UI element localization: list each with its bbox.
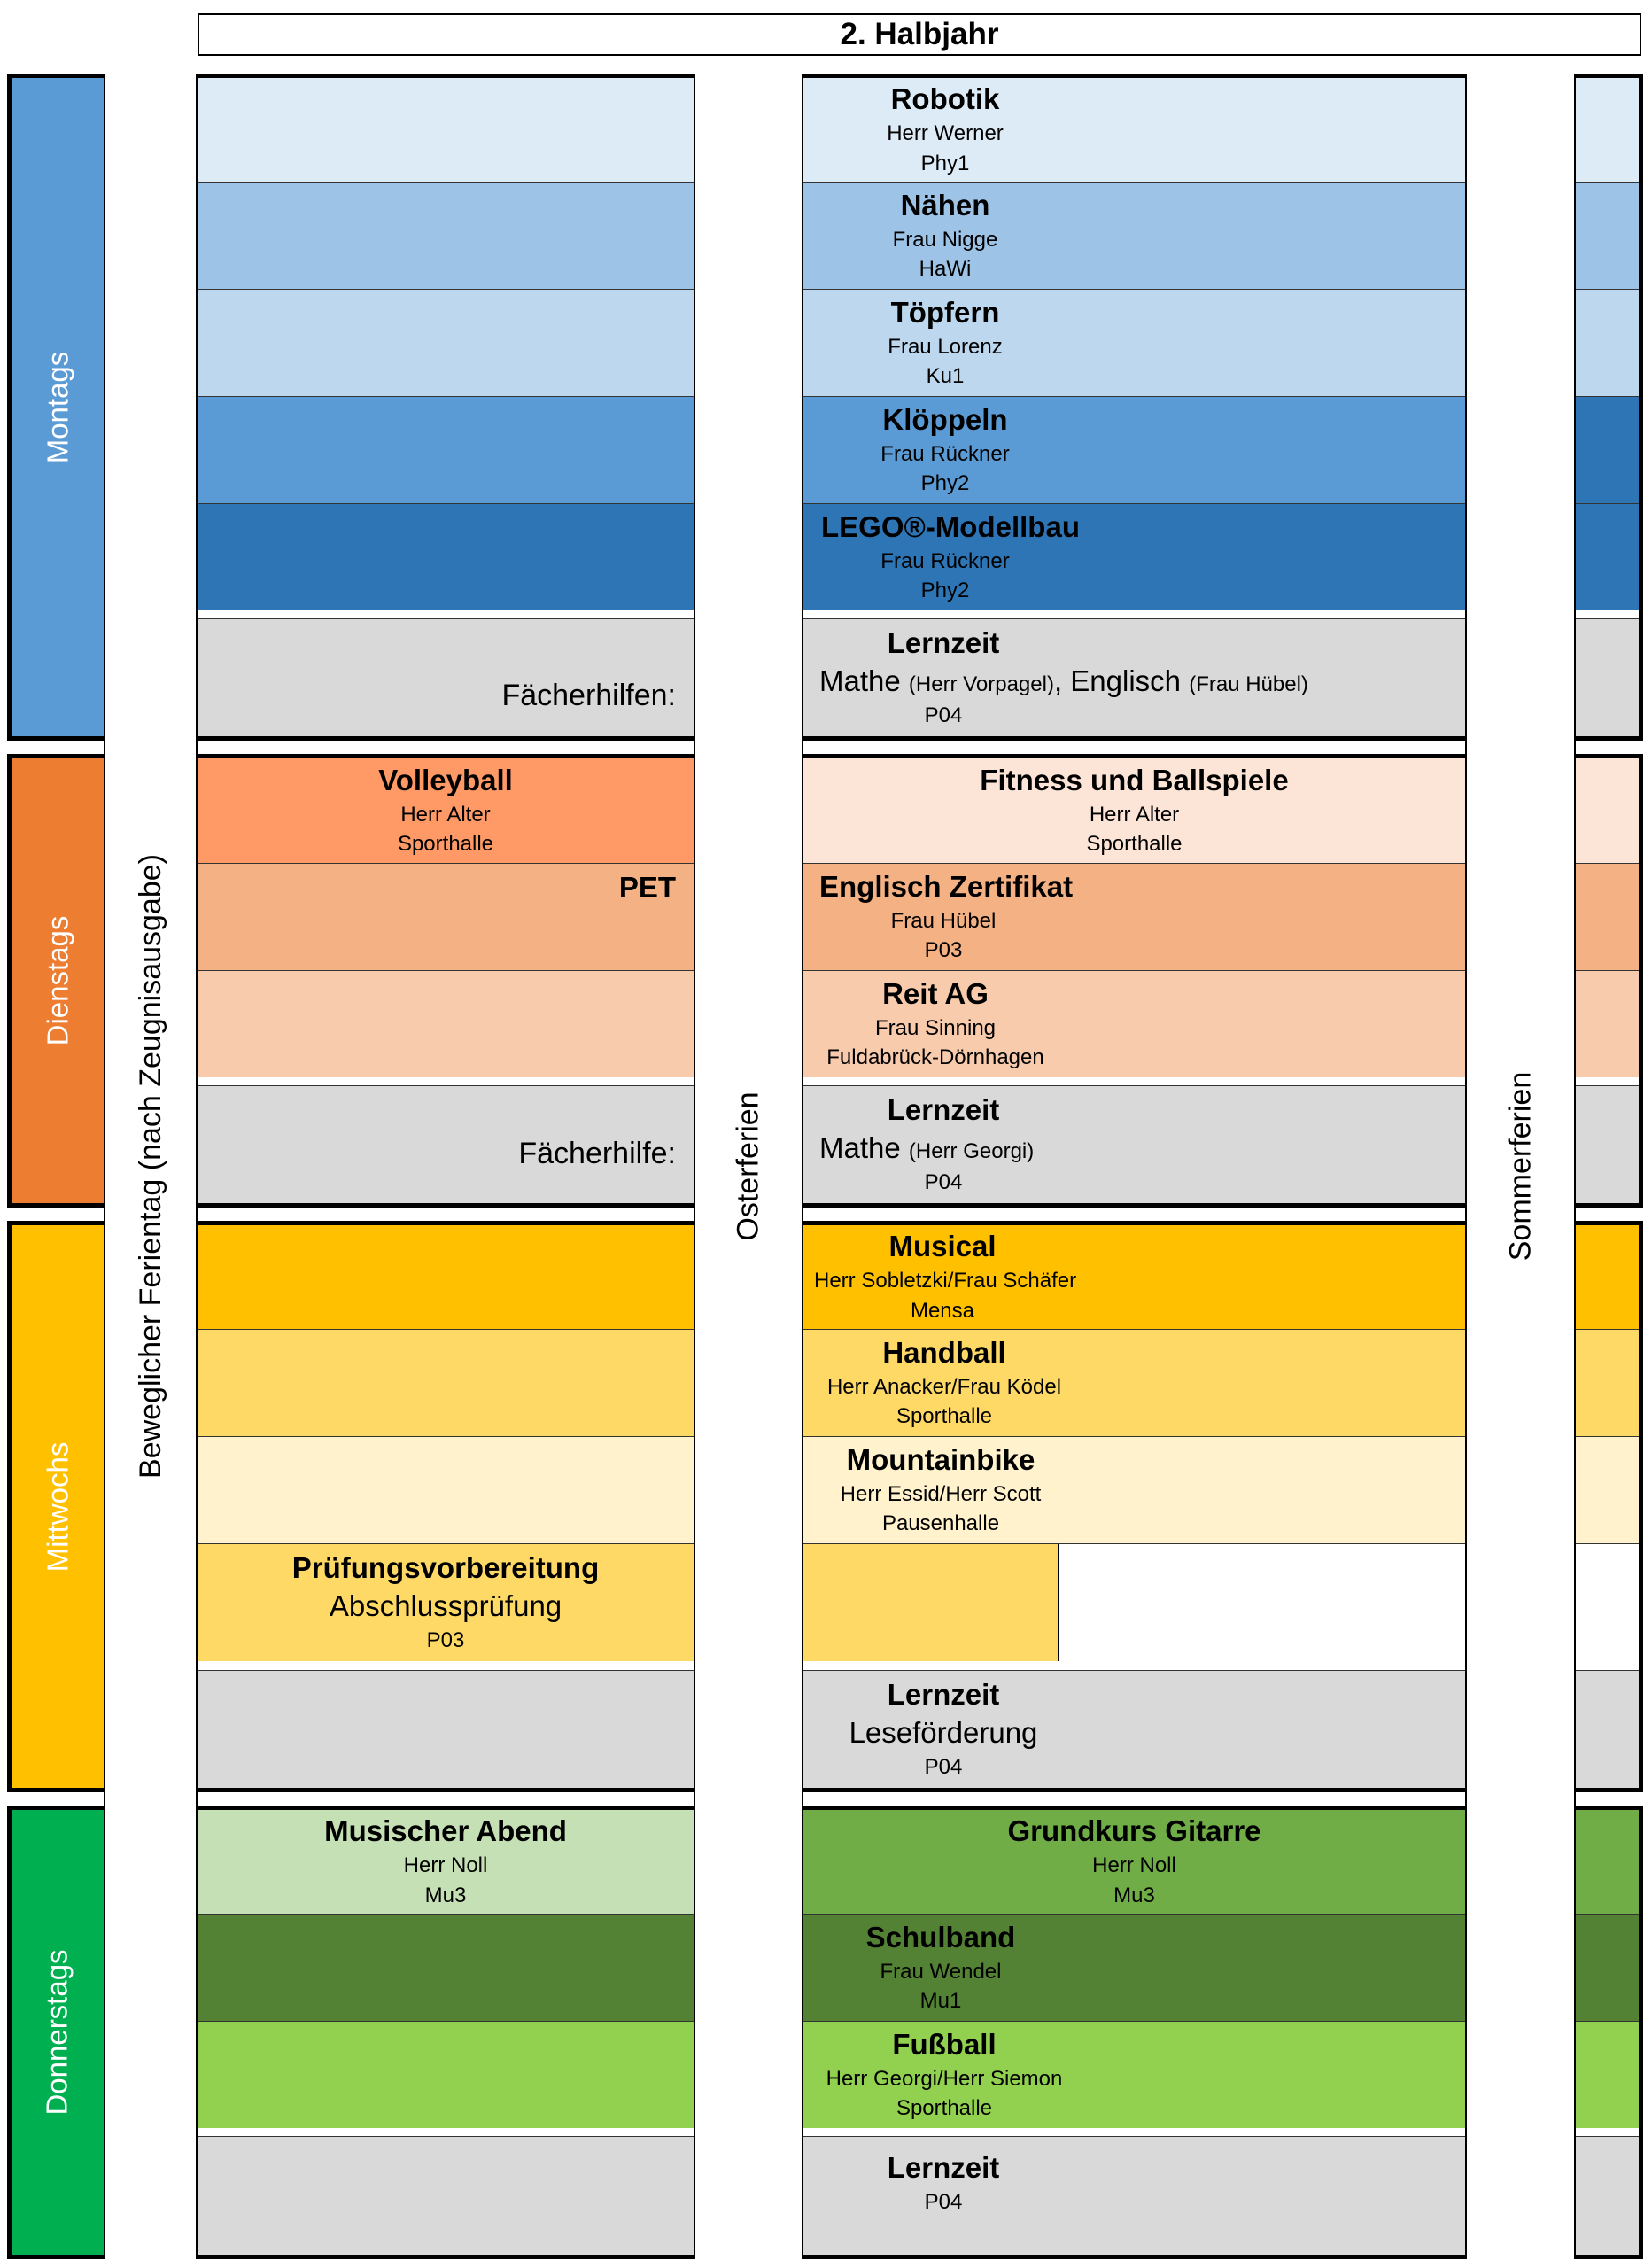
day-label-thursday: Donnerstags	[12, 1810, 104, 2255]
tue-fitness: Fitness und Ballspiele Herr Alter Sporthalle	[803, 758, 1465, 863]
wed-right-row3	[1576, 1436, 1639, 1543]
tue-left-row3	[198, 970, 694, 1077]
band-sommerferien: Sommerferien	[1465, 74, 1576, 2259]
wed-mountainbike: Mountainbike Herr Essid/Herr Scott Pausenhalle	[803, 1436, 1465, 1543]
thu-right-row3	[1576, 2021, 1639, 2128]
thu-grundkurs-gitarre: Grundkurs Gitarre Herr Noll Mu3	[803, 1810, 1465, 1914]
tue-volleyball: Volleyball Herr Alter Sporthalle	[198, 758, 694, 863]
mon-facherhilfen-label: Fächerhilfen:	[198, 618, 694, 736]
page-title: 2. Halbjahr	[198, 13, 1641, 56]
mon-left-row1	[198, 78, 694, 182]
mon-right-lern	[1576, 618, 1639, 736]
wed-musical: Musical Herr Sobletzki/Frau Schäfer Mensa	[803, 1225, 1465, 1329]
tue-englisch-zertifikat: Englisch Zertifikat Frau Hübel P03	[803, 863, 1465, 970]
mon-right-row1	[1576, 78, 1639, 182]
thu-left-row3	[198, 2021, 694, 2128]
mon-lego: LEGO®-Modellbau Frau Rückner Phy2	[803, 503, 1465, 610]
wed-right-row1	[1576, 1225, 1639, 1329]
mon-kloeppeln: Klöppeln Frau Rückner Phy2	[803, 396, 1465, 503]
mon-right-row3	[1576, 289, 1639, 396]
mon-naehen: Nähen Frau Nigge HaWi	[803, 182, 1465, 289]
tue-reit-ag: Reit AG Frau Sinning Fuldabrück-Dörnhagen	[803, 970, 1465, 1077]
mon-lernzeit: Lernzeit Mathe (Herr Vorpagel), Englisch (Frau Hübel) P04	[803, 618, 1465, 736]
wed-left-row2	[198, 1329, 694, 1436]
thu-musischer-abend: Musischer Abend Herr Noll Mu3	[198, 1810, 694, 1914]
mon-left-row2	[198, 182, 694, 289]
thu-fussball: Fußball Herr Georgi/Herr Siemon Sporthalle	[803, 2021, 1465, 2128]
thu-right-row2	[1576, 1914, 1639, 2021]
wed-right-lern	[1576, 1670, 1639, 1788]
wed-mid-row4-empty	[1059, 1543, 1465, 1661]
tue-lernzeit: Lernzeit Mathe (Herr Georgi) P04	[803, 1085, 1465, 1203]
thu-left-row2	[198, 1914, 694, 2021]
mon-left-row3	[198, 289, 694, 396]
wed-lernzeit: Lernzeit Leseförderung P04	[803, 1670, 1465, 1788]
tue-right-row1	[1576, 758, 1639, 863]
wed-left-row1	[198, 1225, 694, 1329]
mon-robotik: Robotik Herr Werner Phy1	[803, 78, 1465, 182]
band-osterferien: Osterferien	[694, 74, 803, 2259]
thu-lernzeit: Lernzeit P04	[803, 2136, 1465, 2255]
mon-left-row4	[198, 396, 694, 503]
thu-right-lern	[1576, 2136, 1639, 2255]
wed-right-row4	[1576, 1543, 1639, 1661]
thu-right-row1	[1576, 1810, 1639, 1914]
day-label-monday: Montags	[12, 78, 104, 736]
tue-right-row2	[1576, 863, 1639, 970]
tue-right-row3	[1576, 970, 1639, 1077]
day-label-wednesday: Mittwochs	[12, 1225, 104, 1788]
mon-toepfern: Töpfern Frau Lorenz Ku1	[803, 289, 1465, 396]
tue-right-lern	[1576, 1085, 1639, 1203]
thu-schulband: Schulband Frau Wendel Mu1	[803, 1914, 1465, 2021]
mon-left-row5	[198, 503, 694, 610]
thu-left-lern	[198, 2136, 694, 2255]
tue-pet: PET	[198, 863, 694, 970]
wed-left-lern	[198, 1670, 694, 1788]
mon-right-row2	[1576, 182, 1639, 289]
wed-left-row3	[198, 1436, 694, 1543]
tue-lern-subjects: Mathe (Herr Georgi)	[819, 1131, 1035, 1165]
wed-handball: Handball Herr Anacker/Frau Ködel Sporthalle	[803, 1329, 1465, 1436]
band-beweglicher-ferientag: Beweglicher Ferientag (nach Zeugnisausgabe)	[104, 74, 198, 2259]
mon-right-row5	[1576, 503, 1639, 610]
tue-facherhilfe-label: Fächerhilfe:	[198, 1085, 694, 1203]
day-label-tuesday: Dienstags	[12, 758, 104, 1203]
wed-right-row2	[1576, 1329, 1639, 1436]
mon-right-row4	[1576, 396, 1639, 503]
mon-lern-subjects: Mathe (Herr Vorpagel), Englisch (Frau Hübel)	[819, 664, 1308, 698]
wed-mid-row4-yellow	[803, 1543, 1059, 1661]
wed-pruefungsvorbereitung: Prüfungsvorbereitung Abschlussprüfung P03	[198, 1543, 694, 1661]
